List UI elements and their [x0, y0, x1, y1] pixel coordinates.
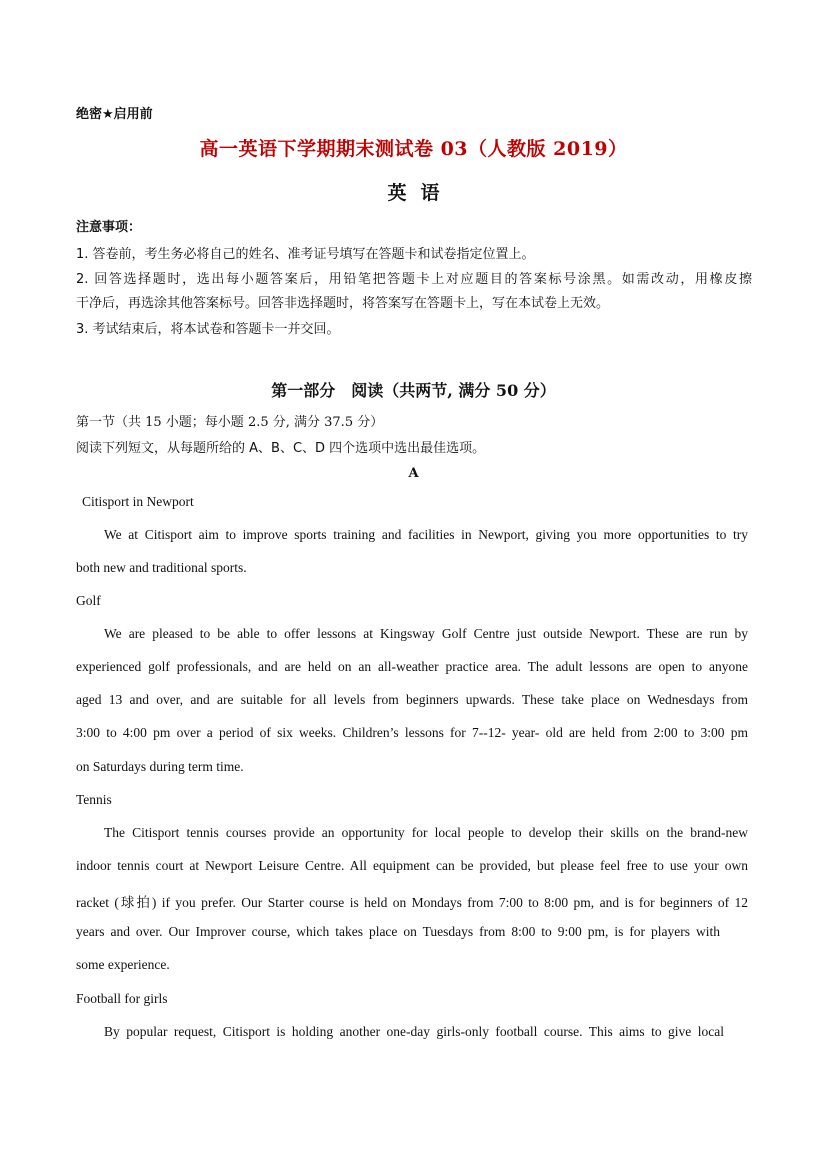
paragraph-line: aged 13 and over, and are suitable for all levels from beginners upwards. These take place on Wednesdays from [76, 692, 748, 707]
note-item-3: 3. 考试结束后，将本试卷和答题卡一并交回。 [76, 322, 340, 337]
paragraph-line: We are pleased to be able to offer lessons at Kingsway Golf Centre just outside Newport. These are run by [104, 626, 748, 641]
note-item-2: 2. 回答选择题时，选出每小题答案后，用铅笔把答题卡上对应题目的答案标号涂黑。如需改动，用橡皮擦 [76, 272, 752, 287]
paragraph-line: The Citisport tennis courses provide an opportunity for local people to develop their skills on the brand-new [104, 825, 748, 840]
section-heading-football: Football for girls [76, 991, 168, 1006]
section-intro: 第一节（共 15 小题；每小题 2.5 分, 满分 37.5 分） [76, 415, 384, 430]
part-title: 第一部分 阅读（共两节, 满分 50 分） [271, 381, 556, 400]
note-item-2-cont: 干净后，再选涂其他答案标号。回答非选择题时，将答案写在答题卡上，写在本试卷上无效。 [76, 296, 610, 311]
passage-title: Citisport in Newport [82, 494, 194, 509]
subject-heading: 英语 [387, 182, 454, 204]
paragraph-line: racket (球拍) if you prefer. Our Starter course is held on Mondays from 7:00 to 8:00 pm, and is for beginners of 12 [76, 895, 748, 910]
section-heading-golf: Golf [76, 593, 101, 608]
paragraph-line: experienced golf professionals, and are held on an all-weather practice area. The adult lessons are open to anyone [76, 659, 748, 674]
paragraph-line: some experience. [76, 957, 170, 972]
paragraph-line: both new and traditional sports. [76, 560, 247, 575]
passage-letter: A [408, 466, 419, 481]
notes-heading: 注意事项： [76, 220, 142, 235]
confidential-mark: 绝密★启用前 [76, 107, 153, 122]
paragraph-line: indoor tennis court at Newport Leisure Centre. All equipment can be provided, but please feel free to use your own [76, 858, 748, 873]
note-item-1: 1. 答卷前，考生务必将自己的姓名、准考证号填写在答题卡和试卷指定位置上。 [76, 247, 535, 262]
paragraph-line: We at Citisport aim to improve sports training and facilities in Newport, giving you more opportunities to try [104, 527, 748, 542]
paragraph-line: on Saturdays during term time. [76, 759, 244, 774]
section-heading-tennis: Tennis [76, 792, 112, 807]
paragraph-line: years and over. Our Improver course, which takes place on Tuesdays from 8:00 to 9:00 pm, is for players with [76, 924, 720, 939]
section-instruction: 阅读下列短文，从每题所给的 A、B、C、D 四个选项中选出最佳选项。 [76, 441, 486, 456]
paragraph-line: By popular request, Citisport is holding another one-day girls-only football course. This aims to give local [104, 1024, 724, 1039]
exam-title: 高一英语下学期期末测试卷 03（人教版 2019） [199, 138, 628, 160]
paragraph-line: 3:00 to 4:00 pm over a period of six weeks. Children’s lessons for 7--12- year- old are held from 2:00 to 3:00 pm [76, 725, 748, 740]
